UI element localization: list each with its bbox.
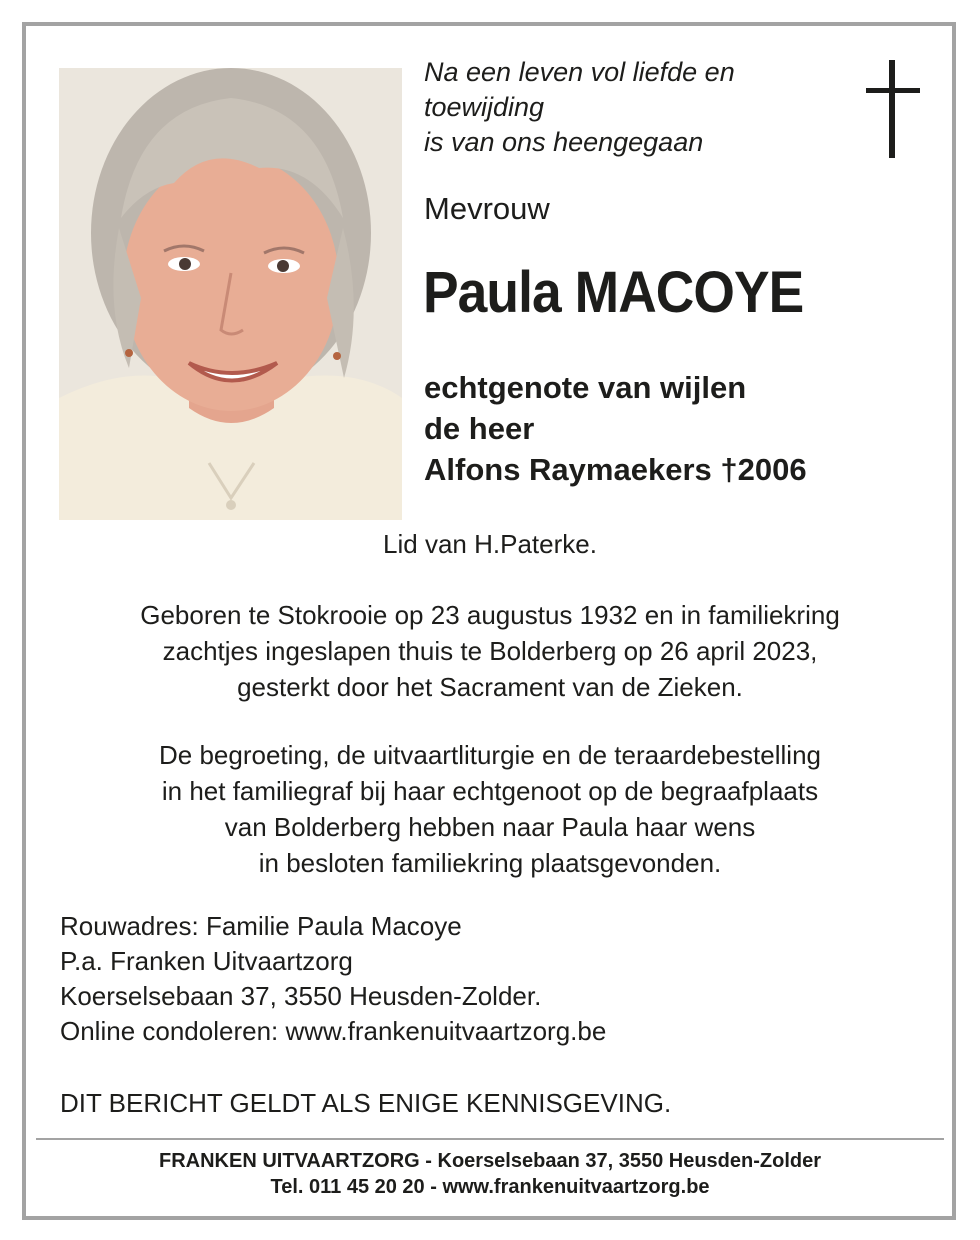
membership: Lid van H.Paterke. — [383, 529, 597, 559]
portrait-photo — [59, 68, 402, 520]
cross-icon — [862, 60, 924, 165]
spouse-info — [424, 367, 807, 490]
address-line: P.a. Franken Uitvaartzorg — [60, 946, 353, 976]
birth-paragraph — [40, 597, 940, 705]
ceremony-line: in besloten familiekring plaatsgevonden. — [258, 848, 722, 878]
deceased-name: Paula MACOYE — [423, 260, 804, 325]
funeral-home-footer — [0, 1148, 980, 1200]
intro-text — [424, 55, 735, 160]
footer-line: FRANKEN UITVAARTZORG - Koerselsebaan 37, 3550 Heusden-Zolder — [159, 1150, 821, 1172]
notice-statement: DIT BERICHT GELDT ALS ENIGE KENNISGEVING. — [60, 1088, 672, 1118]
address-line: Koerselsebaan 37, 3550 Heusden-Zolder. — [60, 981, 542, 1011]
address-line: Rouwadres: Familie Paula Macoye — [60, 911, 462, 941]
address-line: Online condoleren: www.frankenuitvaartzorg.be — [60, 1016, 607, 1046]
birth-line: zachtjes ingeslapen thuis te Bolderberg op 26 april 2023, — [162, 636, 818, 666]
birth-line: Geboren te Stokrooie op 23 augustus 1932 en in familiekring — [140, 600, 840, 630]
intro-line: toewijding — [424, 92, 545, 122]
intro-line: Na een leven vol liefde en — [424, 57, 735, 87]
spouse-line: echtgenote van wijlen — [424, 370, 747, 405]
ceremony-paragraph — [40, 737, 940, 881]
ceremony-line: De begroeting, de uitvaartliturgie en de teraardebestelling — [159, 740, 821, 770]
mourning-address — [60, 909, 606, 1049]
ceremony-line: van Bolderberg hebben naar Paula haar wens — [224, 812, 756, 842]
footer-line: Tel. 011 45 20 20 - www.frankenuitvaartzorg.be — [270, 1176, 710, 1198]
spouse-line: de heer — [424, 411, 535, 446]
spouse-line: Alfons Raymaekers †2006 — [424, 452, 807, 487]
ceremony-line: in het familiegraf bij haar echtgenoot op de begraafplaats — [161, 776, 819, 806]
divider — [36, 1138, 944, 1140]
intro-line: is van ons heengegaan — [424, 127, 704, 157]
honorific: Mevrouw — [424, 191, 550, 226]
birth-line: gesterkt door het Sacrament van de Zieken. — [237, 672, 743, 702]
